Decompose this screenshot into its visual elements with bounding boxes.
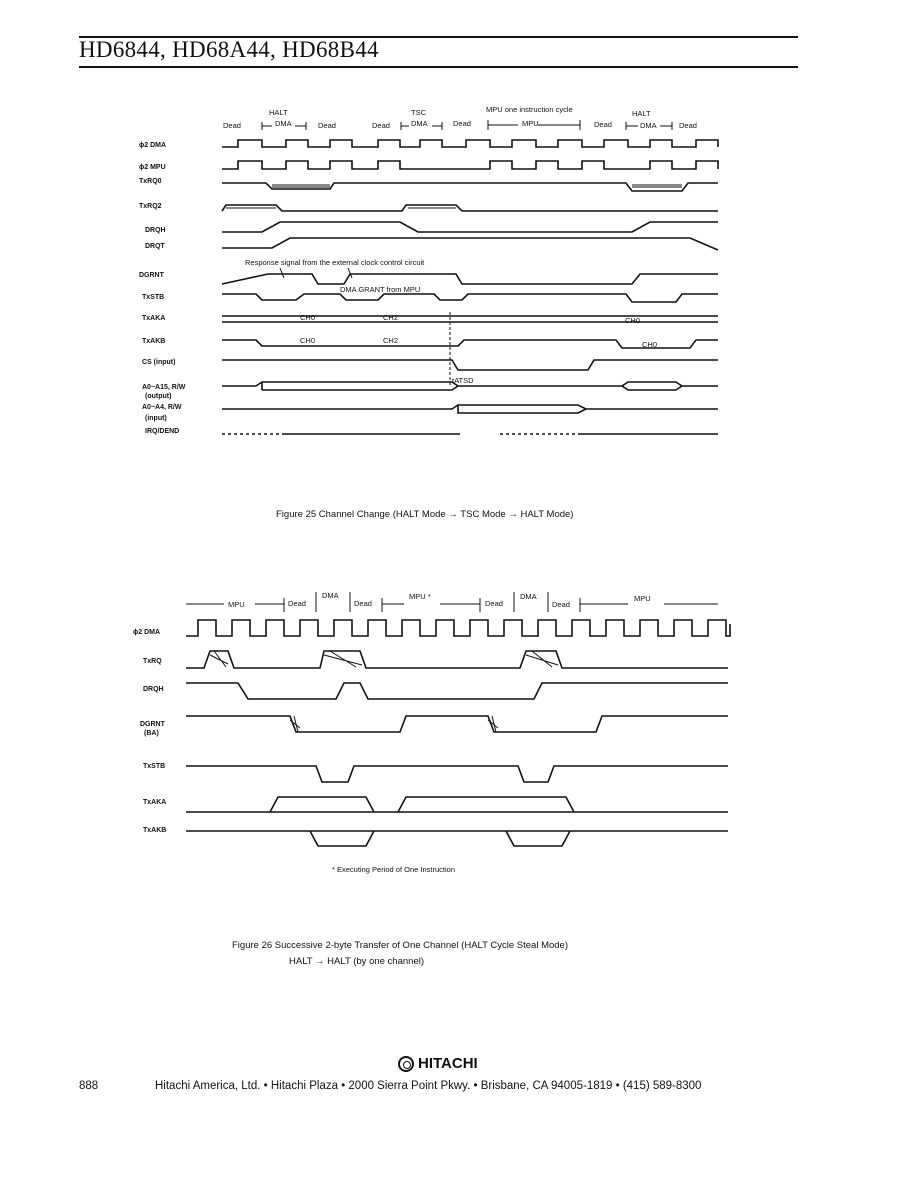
- fig25-dead2: Dead: [318, 121, 336, 130]
- fig25-dead3: Dead: [372, 121, 390, 130]
- fig26-dma2: DMA: [520, 592, 537, 601]
- figure-26-timing-diagram: [0, 560, 918, 980]
- fig26-phase-labels: [186, 591, 718, 612]
- fig26-wave-txaka: [186, 797, 728, 812]
- fig25-txakb-ch2: CH2: [383, 336, 399, 345]
- fig25-wave-phi2dma: [222, 140, 718, 147]
- hitachi-logo: [398, 1055, 478, 1072]
- fig26-label-ba: (BA): [144, 730, 159, 737]
- fig26-waveforms: [186, 620, 730, 846]
- fig25-halt2: HALT: [632, 109, 651, 118]
- hitachi-logo-icon: [398, 1056, 414, 1072]
- fig25-label-drqt: DRQT: [145, 243, 165, 250]
- fig26-label-phi2dma: ϕ2 DMA: [133, 629, 161, 636]
- fig25-label-addr-out: A0~A15, R/W: [142, 384, 186, 391]
- fig26-label-dgrnt: DGRNT: [140, 721, 165, 728]
- fig25-wave-cs: [222, 360, 718, 370]
- fig26-signal-labels: [133, 629, 166, 834]
- fig26-label-txrq: TxRQ: [143, 658, 162, 665]
- fig25-wave-txaka: [222, 316, 718, 322]
- fig25-wave-dgrnt: [222, 274, 718, 284]
- fig26-dead4: Dead: [552, 600, 570, 609]
- fig25-wave-phi2mpu: [222, 161, 718, 169]
- fig26-wave-phi2dma: [186, 620, 730, 636]
- fig25-response-note: Response signal from the external clock control circuit: [245, 258, 425, 267]
- fig25-label-phi2mpu: ϕ2 MPU: [139, 164, 166, 171]
- fig25-wave-drqt: [222, 238, 718, 250]
- fig25-label-input: (input): [145, 415, 167, 422]
- fig25-label-output: (output): [145, 393, 172, 400]
- fig26-label-txaka: TxAKA: [143, 799, 167, 806]
- fig25-waveforms: [222, 140, 718, 434]
- fig25-dead6: Dead: [679, 121, 697, 130]
- fig25-txaka-ch2: CH2: [383, 313, 399, 322]
- page-number: 888: [79, 1080, 99, 1092]
- fig26-dead3: Dead: [485, 599, 503, 608]
- fig26-caption-line2: HALT → HALT (by one channel): [289, 956, 424, 967]
- fig25-dma2: DMA: [411, 119, 428, 128]
- fig25-label-txakb: TxAKB: [142, 338, 166, 345]
- fig26-caption-line1: Figure 26 Successive 2-byte Transfer of One Channel (HALT Cycle Steal Mode): [232, 940, 568, 951]
- fig26-dead1: Dead: [288, 599, 306, 608]
- fig26-label-txstb: TxSTB: [143, 763, 166, 770]
- page-title: HD6844, HD68A44, HD68B44: [79, 37, 379, 62]
- fig25-label-txrq2: TxRQ2: [139, 203, 162, 210]
- fig26-wave-txstb: [186, 766, 728, 782]
- fig25-label-dgrnt: DGRNT: [139, 272, 164, 279]
- fig25-grant-note: DMA GRANT from MPU: [340, 285, 421, 294]
- fig25-tsc: TSC: [411, 108, 426, 117]
- fig26-wave-txakb: [186, 831, 728, 846]
- fig25-txaka-ch0-b: CH0: [625, 316, 641, 325]
- fig25-tatsd: tATSD: [452, 376, 474, 385]
- fig25-label-txaka: TxAKA: [142, 315, 166, 322]
- figure-25-timing-diagram: [0, 0, 918, 540]
- fig25-wave-addr-in: [222, 405, 718, 413]
- fig25-label-txstb: TxSTB: [142, 294, 165, 301]
- fig25-mpu: MPU: [522, 119, 539, 128]
- fig26-dead2: Dead: [354, 599, 372, 608]
- fig25-label-irq: IRQ/DEND: [145, 428, 180, 435]
- fig25-dead4: Dead: [453, 119, 471, 128]
- fig25-wave-txrq2: [222, 205, 718, 211]
- fig25-txakb-ch0-b: CH0: [642, 340, 658, 349]
- fig25-dma3: DMA: [640, 121, 657, 130]
- fig25-signal-labels: [139, 142, 186, 435]
- fig26-wave-txrq: [186, 651, 728, 668]
- fig26-mpu1: MPU: [228, 600, 245, 609]
- fig25-label-phi2dma: ϕ2 DMA: [139, 142, 167, 149]
- fig26-label-txakb: TxAKB: [143, 827, 167, 834]
- fig25-label-cs: CS (input): [142, 359, 176, 366]
- fig25-mpu-cycle: MPU one instruction cycle: [486, 105, 573, 114]
- fig26-mpu3: MPU: [634, 594, 651, 603]
- fig25-halt1: HALT: [269, 108, 288, 117]
- fig25-label-txrq0: TxRQ0: [139, 178, 162, 185]
- fig25-label-addr-in: A0~A4, R/W: [142, 404, 182, 411]
- fig26-mpu2: MPU *: [409, 592, 431, 601]
- fig25-wave-txstb: [222, 294, 718, 302]
- fig25-label-drqh: DRQH: [145, 227, 166, 234]
- fig26-label-drqh: DRQH: [143, 686, 164, 693]
- fig25-wave-drqh: [222, 222, 718, 232]
- hitachi-logo-text: HITACHI: [418, 1055, 478, 1072]
- fig26-wave-dgrnt: [186, 716, 728, 732]
- fig25-dead1: Dead: [223, 121, 241, 130]
- fig26-footnote: * Executing Period of One Instruction: [332, 865, 455, 874]
- fig25-txaka-ch0: CH0: [300, 313, 316, 322]
- fig25-phase-labels: [223, 105, 697, 130]
- fig25-caption: Figure 25 Channel Change (HALT Mode → TSC Mode → HALT Mode): [276, 509, 574, 520]
- company-address: Hitachi America, Ltd. • Hitachi Plaza • 2000 Sierra Point Pkwy. • Brisbane, CA 94005-1819 • (415) 589-8300: [155, 1080, 702, 1092]
- fig26-dma1: DMA: [322, 591, 339, 600]
- fig25-dma1: DMA: [275, 119, 292, 128]
- fig26-wave-drqh: [186, 683, 728, 699]
- fig25-dead5: Dead: [594, 120, 612, 129]
- fig25-txakb-ch0: CH0: [300, 336, 316, 345]
